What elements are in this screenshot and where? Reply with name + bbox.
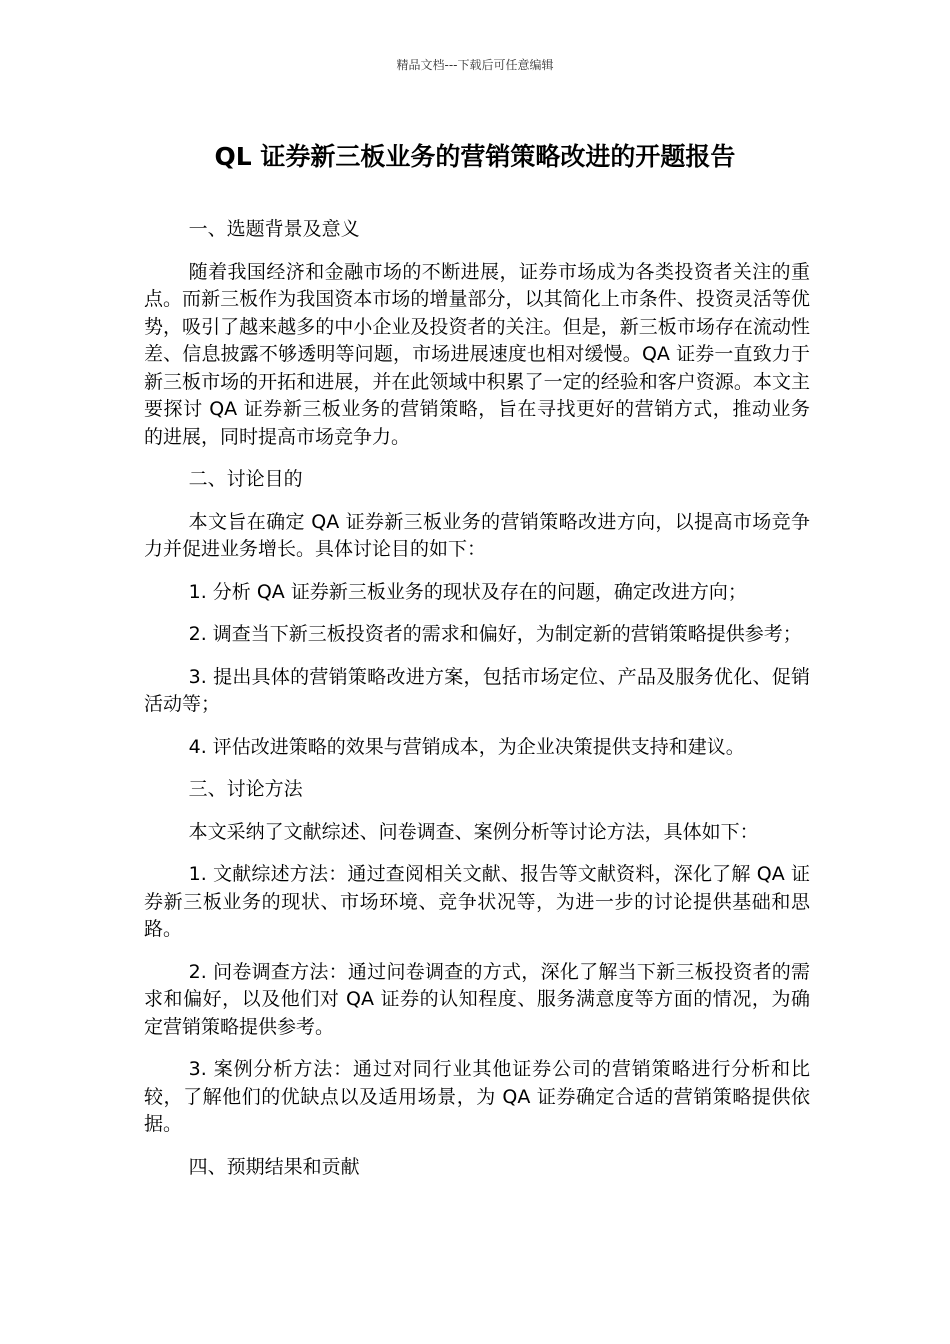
purpose-item-1: 1. 分析 QA 证券新三板业务的现状及存在的问题，确定改进方向； <box>188 580 747 603</box>
method-item-2: 2. 问卷调查方法：通过问卷调查的方式，深化了解当下新三板投资者的需求和偏好，以及他们对 QA 证券的认知程度、服务满意度等方面的情况，为确定营销策略提供参考。 <box>144 960 810 1038</box>
paragraph-background: 随着我国经济和金融市场的不断进展，证券市场成为各类投资者关注的重点。而新三板作为我国资本市场的增量部分，以其简化上市条件、投资灵活等优势，吸引了越来越多的中小企业及投资者的关注。但是，新三板市场存在流动性差、信息披露不够透明等问题，市场进展速度也相对缓慢。QA 证券一直致力于新三板市场的开拓和进展，并在此领域中积累了一定的经验和客户资源。本文主要探讨 QA 证券新三板业务的营销策略，旨在寻找更好的营销方式，推动业务的进展，同时提高市场竞争力。 <box>144 260 810 448</box>
section-heading-method: 三、讨论方法 <box>188 778 303 800</box>
purpose-item-4: 4. 评估改进策略的效果与营销成本，为企业决策提供支持和建议。 <box>188 735 745 758</box>
purpose-item-2: 2. 调查当下新三板投资者的需求和偏好，为制定新的营销策略提供参考； <box>188 623 802 645</box>
purpose-item-3: 3. 提出具体的营销策略改进方案，包括市场定位、产品及服务优化、促销活动等； <box>144 665 810 715</box>
section-heading-purpose: 二、讨论目的 <box>188 468 303 490</box>
paragraph-method-intro: 本文采纳了文献综述、问卷调查、案例分析等讨论方法，具体如下： <box>188 820 759 843</box>
document-body <box>144 216 810 1196</box>
method-item-1: 1. 文献综述方法：通过查阅相关文献、报告等文献资料，深化了解 QA 证券新三板业务的现状、市场环境、竞争状况等，为进一步的讨论提供基础和思路。 <box>144 863 810 940</box>
section-heading-results: 四、预期结果和贡献 <box>188 1155 360 1178</box>
document-title: QL 证券新三板业务的营销策略改进的开题报告 <box>214 142 736 171</box>
section-heading-background: 一、选题背景及意义 <box>188 218 360 240</box>
page-header-note: 精品文档---下载后可任意编辑 <box>396 58 554 72</box>
method-item-3: 3. 案例分析方法：通过对同行业其他证券公司的营销策略进行分析和比较，了解他们的优缺点以及适用场景，为 QA 证券确定合适的营销策略提供依据。 <box>144 1058 810 1135</box>
paragraph-purpose-intro: 本文旨在确定 QA 证券新三板业务的营销策略改进方向，以提高市场竞争力并促进业务增长。具体讨论目的如下： <box>144 510 810 560</box>
